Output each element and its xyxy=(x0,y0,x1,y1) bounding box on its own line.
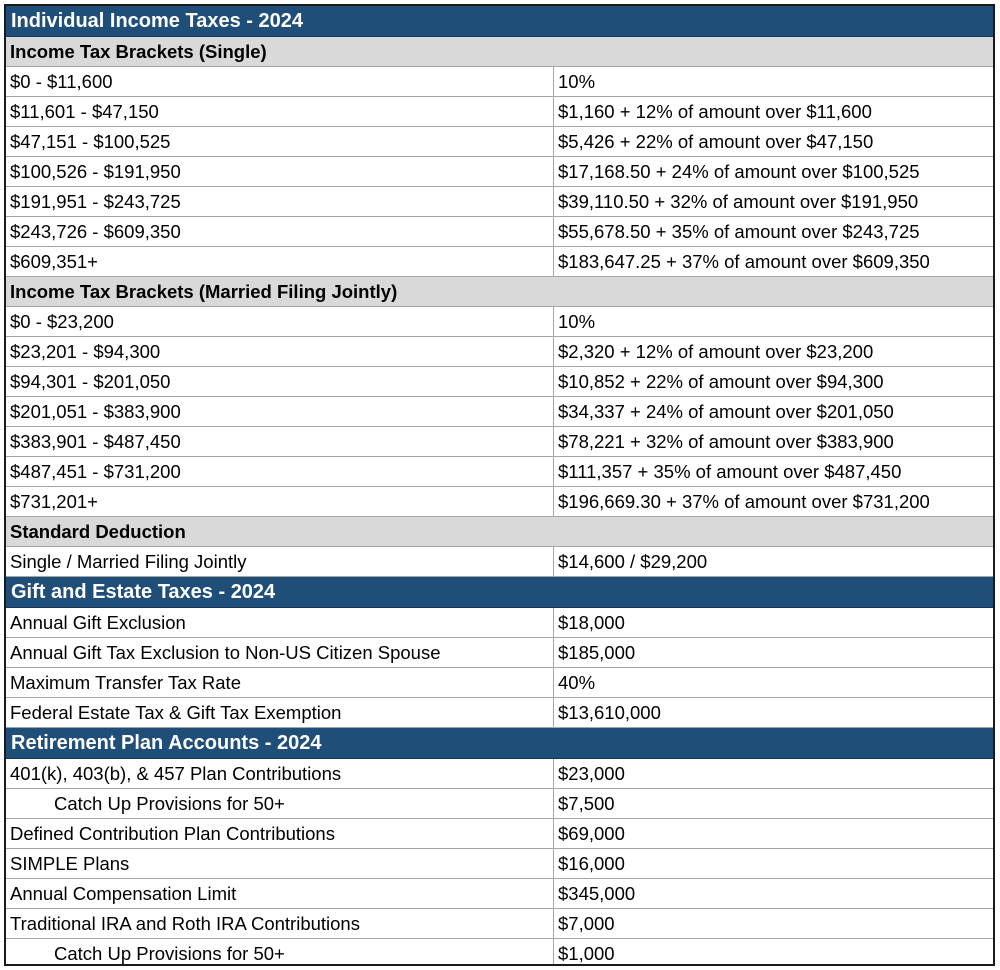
table-row xyxy=(6,608,993,638)
row-value: $39,110.50 + 32% of amount over $191,950 xyxy=(553,187,993,216)
subheader-single-brackets xyxy=(6,37,993,67)
row-value: $5,426 + 22% of amount over $47,150 xyxy=(553,127,993,156)
table-row xyxy=(6,307,993,337)
row-label: $100,526 - $191,950 xyxy=(10,160,181,182)
table-row xyxy=(6,427,993,457)
table-row xyxy=(6,337,993,367)
row-label: $23,201 - $94,300 xyxy=(10,340,161,362)
row-label: $243,726 - $609,350 xyxy=(10,220,181,242)
row-value: $1,000 xyxy=(553,939,993,966)
row-value: $7,000 xyxy=(553,909,993,938)
row-label-indented: Catch Up Provisions for 50+ xyxy=(54,943,285,964)
row-value: $23,000 xyxy=(553,759,993,788)
table-row xyxy=(6,668,993,698)
subheader-label: Income Tax Brackets (Single) xyxy=(10,40,267,62)
section-title: Individual Income Taxes - 2024 xyxy=(11,9,303,32)
row-label: 401(k), 403(b), & 457 Plan Contributions xyxy=(10,762,342,784)
section-header-income xyxy=(6,6,993,37)
table-row xyxy=(6,849,993,879)
row-value: $1,160 + 12% of amount over $11,600 xyxy=(553,97,993,126)
table-row xyxy=(6,457,993,487)
subheader-label: Standard Deduction xyxy=(10,520,186,542)
row-label: $383,901 - $487,450 xyxy=(10,430,181,452)
row-value: $185,000 xyxy=(553,638,993,667)
row-label: SIMPLE Plans xyxy=(10,852,130,874)
section-title: Gift and Estate Taxes - 2024 xyxy=(11,580,276,603)
row-label: $0 - $23,200 xyxy=(10,310,114,332)
table-row xyxy=(6,187,993,217)
row-label: $731,201+ xyxy=(10,490,98,512)
table-row xyxy=(6,879,993,909)
subheader-married-brackets xyxy=(6,277,993,307)
row-label: Annual Compensation Limit xyxy=(10,882,237,904)
table-row xyxy=(6,247,993,277)
row-value: $2,320 + 12% of amount over $23,200 xyxy=(553,337,993,366)
row-label: $47,151 - $100,525 xyxy=(10,130,171,152)
row-label-indented: Catch Up Provisions for 50+ xyxy=(54,792,285,814)
row-value: $14,600 / $29,200 xyxy=(553,547,993,576)
row-value: $55,678.50 + 35% of amount over $243,725 xyxy=(553,217,993,246)
row-label: $94,301 - $201,050 xyxy=(10,370,171,392)
row-label: Single / Married Filing Jointly xyxy=(10,550,247,572)
table-row xyxy=(6,367,993,397)
table-row xyxy=(6,217,993,247)
row-label: $487,451 - $731,200 xyxy=(10,460,181,482)
table-row xyxy=(6,698,993,728)
section-header-retirement xyxy=(6,728,993,759)
row-label: Defined Contribution Plan Contributions xyxy=(10,822,335,844)
row-value: $17,168.50 + 24% of amount over $100,525 xyxy=(553,157,993,186)
row-label: $191,951 - $243,725 xyxy=(10,190,181,212)
row-label: $201,051 - $383,900 xyxy=(10,400,181,422)
row-label: Annual Gift Exclusion xyxy=(10,611,186,633)
row-label: Annual Gift Tax Exclusion to Non-US Citizen Spouse xyxy=(10,641,441,663)
row-value: $183,647.25 + 37% of amount over $609,350 xyxy=(553,247,993,276)
table-row xyxy=(6,819,993,849)
section-header-gift xyxy=(6,577,993,608)
row-label: $11,601 - $47,150 xyxy=(10,100,159,122)
row-value: 40% xyxy=(553,668,993,697)
table-row xyxy=(6,397,993,427)
row-value: $16,000 xyxy=(553,849,993,878)
row-label: Traditional IRA and Roth IRA Contributions xyxy=(10,912,360,934)
row-value: $34,337 + 24% of amount over $201,050 xyxy=(553,397,993,426)
tax-reference-table xyxy=(4,4,995,966)
subheader-standard-deduction xyxy=(6,517,993,547)
row-label: Federal Estate Tax & Gift Tax Exemption xyxy=(10,701,342,723)
table-row xyxy=(6,939,993,966)
row-value: $10,852 + 22% of amount over $94,300 xyxy=(553,367,993,396)
row-value: $13,610,000 xyxy=(553,698,993,727)
table-row xyxy=(6,487,993,517)
table-row xyxy=(6,127,993,157)
table-row xyxy=(6,67,993,97)
row-label: $0 - $11,600 xyxy=(10,70,113,92)
row-value: $111,357 + 35% of amount over $487,450 xyxy=(553,457,993,486)
table-row xyxy=(6,759,993,789)
section-title: Retirement Plan Accounts - 2024 xyxy=(11,731,322,754)
row-label: Maximum Transfer Tax Rate xyxy=(10,671,241,693)
table-row xyxy=(6,547,993,577)
row-label: $609,351+ xyxy=(10,250,98,272)
table-row xyxy=(6,157,993,187)
row-value: $7,500 xyxy=(553,789,993,818)
table-row xyxy=(6,638,993,668)
row-value: $18,000 xyxy=(553,608,993,637)
row-value: 10% xyxy=(553,67,993,96)
table-row xyxy=(6,909,993,939)
subheader-label: Income Tax Brackets (Married Filing Jointly) xyxy=(10,280,398,302)
row-value: $345,000 xyxy=(553,879,993,908)
row-value: $69,000 xyxy=(553,819,993,848)
row-value: $196,669.30 + 37% of amount over $731,200 xyxy=(553,487,993,516)
table-row xyxy=(6,97,993,127)
row-value: 10% xyxy=(553,307,993,336)
table-row xyxy=(6,789,993,819)
row-value: $78,221 + 32% of amount over $383,900 xyxy=(553,427,993,456)
